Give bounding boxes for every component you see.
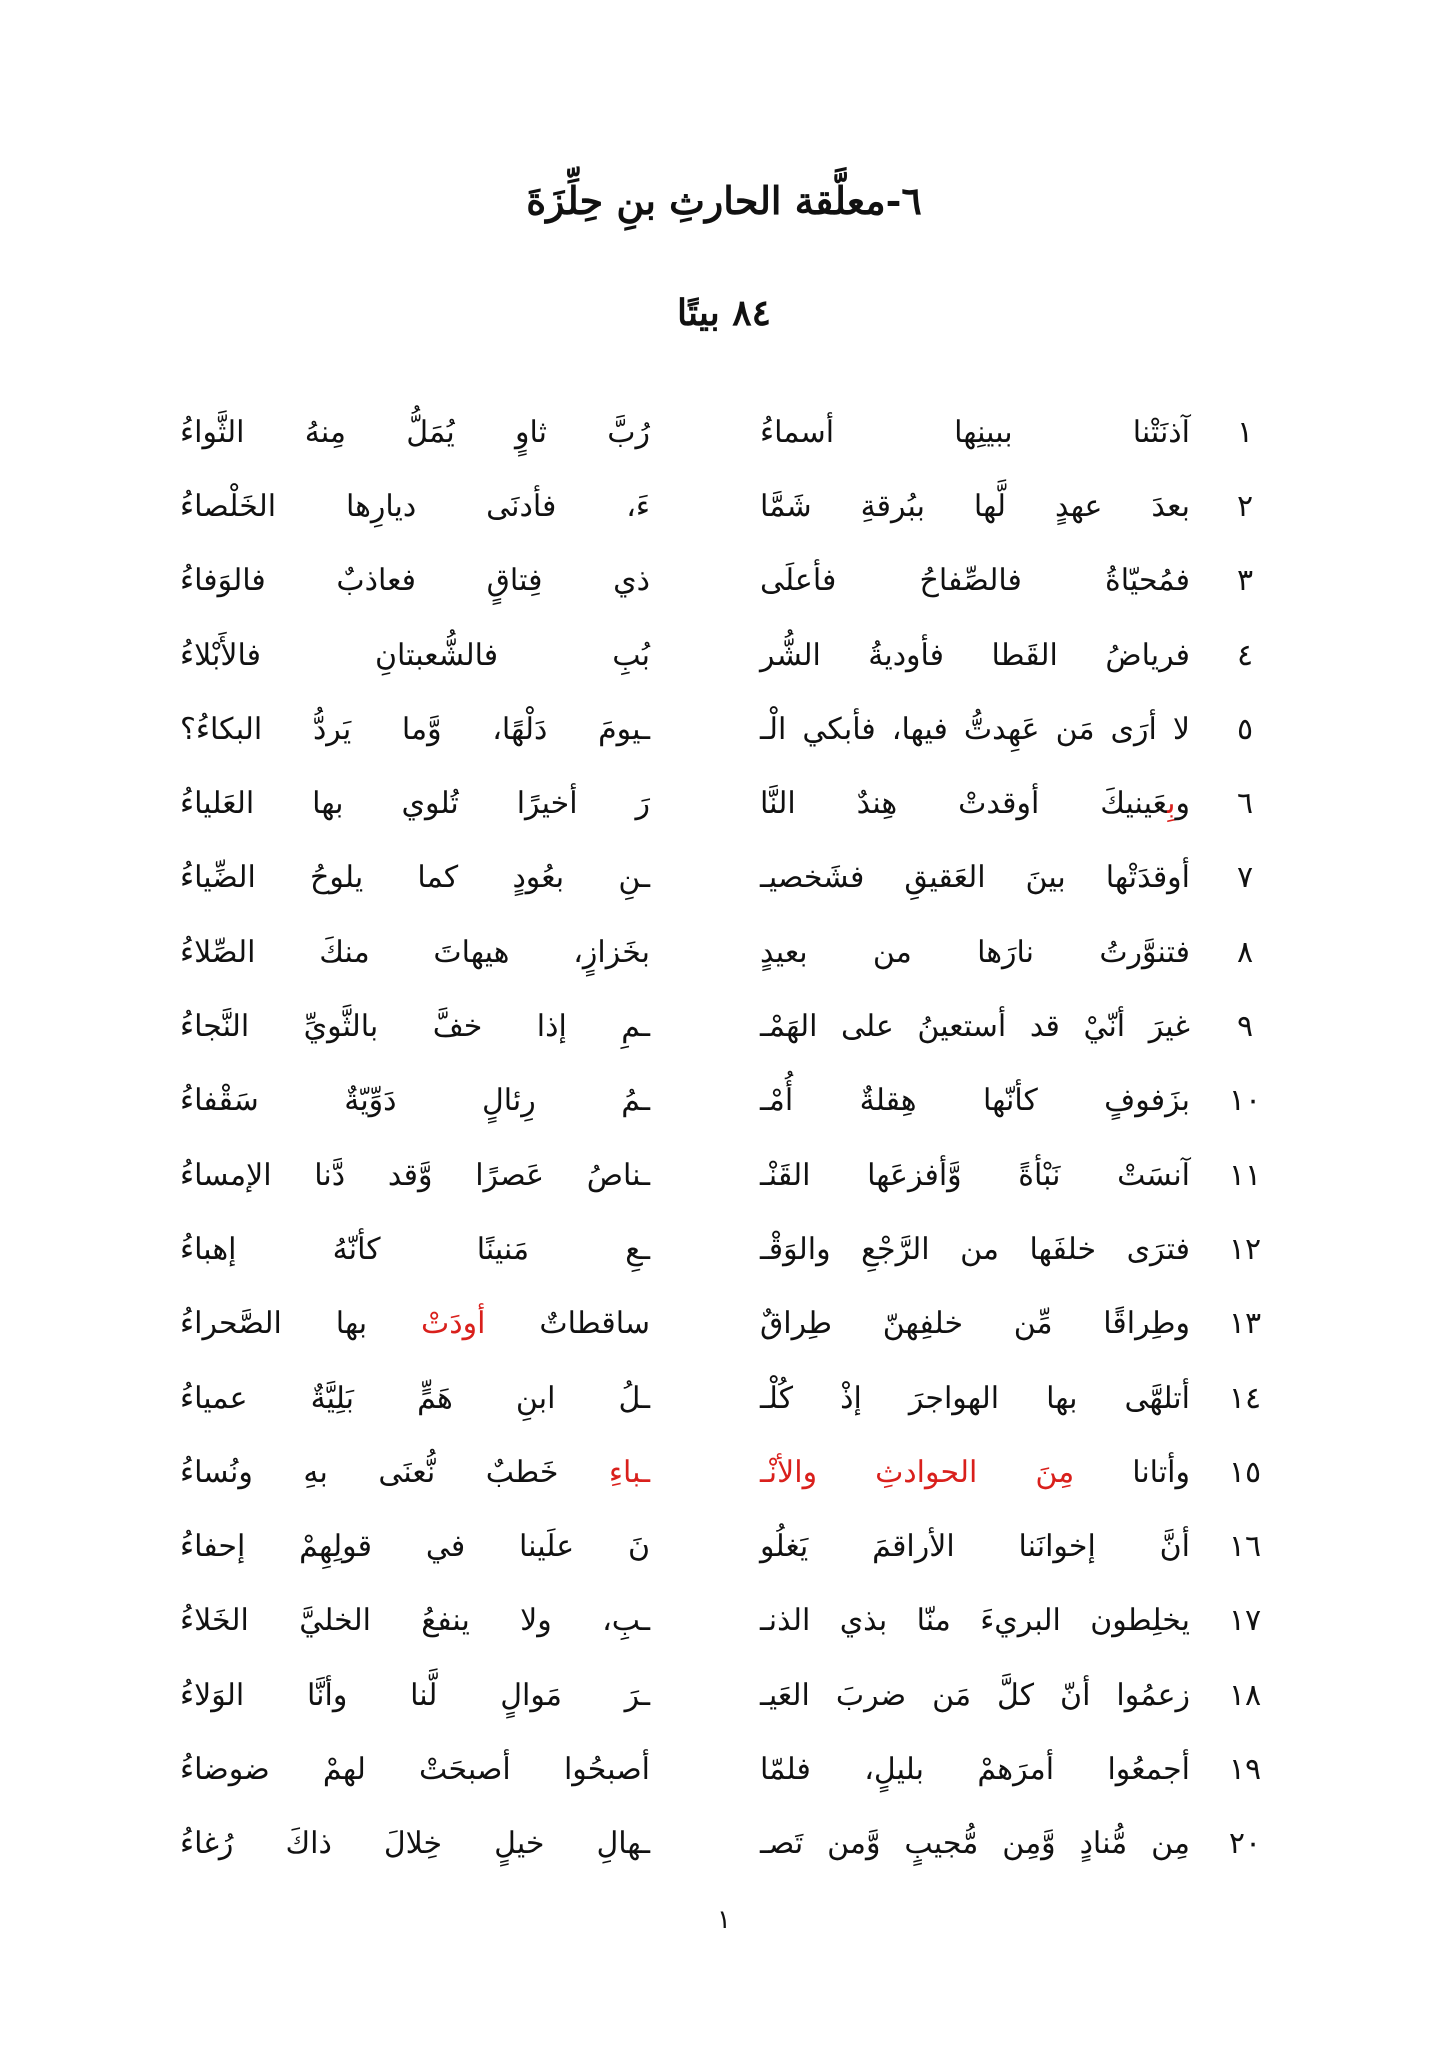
verse-word: لَّها — [973, 488, 1007, 524]
verse-word: ـنِ — [618, 860, 650, 896]
verse-word: هيهاتَ — [433, 934, 510, 970]
verse-number: ١١ — [1228, 1157, 1262, 1193]
verse-word: فأعلَى — [760, 563, 837, 599]
verse-word: بينَ — [1025, 860, 1066, 896]
verse-list — [180, 395, 1280, 1881]
verse-word: ساقطاتٌ — [539, 1306, 650, 1342]
verse-word: يخلِطون — [1090, 1603, 1190, 1639]
verse-word: فلمّا — [760, 1751, 811, 1787]
verse-word: الخَلاءُ — [180, 1603, 249, 1639]
verse-word: وَّما — [401, 711, 442, 747]
highlighted-text: مِنَ — [1035, 1454, 1075, 1490]
verse-word: بهِ — [303, 1454, 328, 1490]
verse-first-hemistich — [760, 1009, 1190, 1044]
highlighted-text: أودَتْ — [421, 1306, 486, 1342]
verse-first-hemistich — [760, 563, 1190, 598]
verse-word: ولا — [520, 1603, 552, 1639]
verse-word: الإمساءُ — [180, 1157, 272, 1193]
verse-row — [180, 469, 1280, 543]
verse-number: ٢ — [1236, 488, 1254, 524]
verse-word: أستعينُ — [917, 1009, 1007, 1045]
verse-word: عَصرًا — [475, 1157, 544, 1193]
verse-word: بها — [1046, 1380, 1078, 1416]
verse-word: ضوضاءُ — [180, 1751, 270, 1787]
verse-word: فعاذبٌ — [336, 563, 416, 599]
verse-word: لا — [1172, 711, 1190, 747]
verse-word: أخيرًا — [516, 786, 578, 822]
verse-number: ٨ — [1236, 934, 1254, 970]
verse-word: بالثَّويِّ — [303, 1009, 379, 1045]
verse-second-hemistich — [180, 1158, 650, 1193]
verse-word: قد — [1029, 1009, 1060, 1045]
verse-row — [180, 766, 1280, 840]
verse-word: مُّنادٍ — [1079, 1826, 1128, 1862]
verse-word: الخَلْصاءُ — [180, 488, 277, 524]
verse-second-hemistich — [180, 638, 650, 673]
verse-word: بخَزازٍ، — [573, 934, 650, 970]
verse-row — [180, 1064, 1280, 1138]
verse-first-hemistich — [760, 1678, 1190, 1713]
verse-word: البريءَ — [980, 1603, 1061, 1639]
verse-word: أنَّ — [1159, 1529, 1190, 1565]
verse-word: عَهِدتُّ — [963, 711, 1040, 747]
verse-word: بعُودٍ — [512, 860, 565, 896]
verse-word: ونُساءُ — [180, 1454, 253, 1490]
verse-word: لهمْ — [322, 1751, 366, 1787]
verse-word: فأدنَى — [486, 488, 557, 524]
verse-first-hemistich — [760, 1381, 1190, 1416]
verse-word: ـلُ — [618, 1380, 650, 1416]
verse-word: آذنَتْنا — [1132, 414, 1190, 450]
verse-word: فشَخصيـ — [760, 860, 865, 896]
verse-word: خِلالَ — [383, 1826, 443, 1862]
verse-first-hemistich — [760, 860, 1190, 895]
verse-word: شَمَّا — [760, 488, 812, 524]
verse-word: دَوِّيّةٌ — [344, 1083, 397, 1119]
verse-second-hemistich — [180, 1826, 650, 1861]
verse-word: البكاءُ؟ — [180, 711, 263, 747]
verse-word: نُّعنَى — [378, 1454, 436, 1490]
verse-word: أصبحُوا — [563, 1751, 650, 1787]
verse-number: ١٦ — [1228, 1529, 1262, 1565]
verse-second-hemistich — [180, 1381, 650, 1416]
verse-row — [180, 1732, 1280, 1806]
verse-word: غيرَ — [1148, 1009, 1190, 1045]
verse-word: ذي — [613, 563, 650, 599]
verse-word: وَّمن — [827, 1826, 881, 1862]
verse-word: رُبَّ — [607, 414, 650, 450]
verse-word: فالأَبْلاءُ — [180, 637, 261, 673]
highlighted-text: ـباءِ — [608, 1454, 650, 1490]
verse-word: مَن — [932, 1677, 972, 1713]
verse-word: خلفِهنّ — [882, 1306, 964, 1342]
verse-word: أُمْـ — [760, 1083, 794, 1119]
verse-word: أرَى — [1110, 711, 1157, 747]
verse-second-hemistich — [180, 712, 650, 747]
verse-word: أسماءُ — [760, 414, 835, 450]
verse-word: الشُّر — [760, 637, 821, 673]
verse-word: النَّا — [760, 786, 796, 822]
verse-word: يَردُّ — [312, 711, 352, 747]
verse-number: ١٩ — [1228, 1751, 1262, 1787]
verse-word: الهواجرَ — [908, 1380, 1000, 1416]
verse-number: ٤ — [1236, 637, 1254, 673]
verse-second-hemistich — [180, 1603, 650, 1638]
verse-first-hemistich — [760, 489, 1190, 524]
verse-word: ـناصُ — [586, 1157, 650, 1193]
verse-word: أمرَهمْ — [977, 1751, 1055, 1787]
verse-word: وَّقد — [387, 1157, 433, 1193]
verse-row — [180, 841, 1280, 915]
verse-number: ١ — [1236, 414, 1254, 450]
verse-word: خلفَها — [1029, 1231, 1097, 1267]
verse-word: سَقْفاءُ — [180, 1083, 259, 1119]
verse-word: خَطبٌ — [485, 1454, 559, 1490]
verse-word: نَبْأةً — [1018, 1157, 1061, 1193]
verse-word: زعمُوا — [1116, 1677, 1190, 1713]
verse-word: يُمَلُّ — [406, 414, 455, 450]
verse-word: الوَلاءُ — [180, 1677, 245, 1713]
verse-word: فأوديةُ — [868, 637, 945, 673]
verse-word: ـيومَ — [598, 711, 650, 747]
verse-word: خيلٍ — [494, 1826, 545, 1862]
verse-first-hemistich — [760, 638, 1190, 673]
verse-number: ١٤ — [1228, 1380, 1262, 1416]
verse-word: رَ — [635, 786, 650, 822]
verse-word: الخليَّ — [299, 1603, 371, 1639]
verse-word: النَّجاءُ — [180, 1009, 250, 1045]
verse-word: ـهالِ — [596, 1826, 650, 1862]
verse-word: فرياضُ — [1105, 637, 1190, 673]
verse-word: الضِّياءُ — [180, 860, 256, 896]
verse-word: القَطا — [991, 637, 1058, 673]
verse-word: كما — [417, 860, 459, 896]
verse-word: طِراقٌ — [760, 1306, 833, 1342]
verse-word: كُلْـ — [760, 1380, 794, 1416]
verse-word: بَلِيَّةٌ — [310, 1380, 355, 1416]
verse-row — [180, 989, 1280, 1063]
verse-second-hemistich — [180, 1752, 650, 1787]
verse-row — [180, 544, 1280, 618]
verse-word: يلوحُ — [310, 860, 364, 896]
verse-word: هَمٍّ — [417, 1380, 453, 1416]
verse-word: وأتانا — [1132, 1454, 1190, 1490]
verse-word: عهدٍ — [1054, 488, 1103, 524]
verse-word: ضربَ — [835, 1677, 907, 1713]
verse-word: كلَّ — [997, 1677, 1035, 1713]
verse-number: ١٨ — [1228, 1677, 1262, 1713]
verse-word: إذا — [536, 1009, 567, 1045]
verse-word: ببينِها — [954, 414, 1013, 450]
verse-word: الرَّجْعِ — [861, 1231, 930, 1267]
verse-word: رُغاءُ — [180, 1826, 234, 1862]
verse-word: أوقدَتْها — [1105, 860, 1190, 896]
verse-row — [180, 1361, 1280, 1435]
verse-word: ديارِها — [345, 488, 417, 524]
verse-word: مِنهُ — [304, 414, 347, 450]
verse-word: بها — [335, 1306, 368, 1342]
verse-word: وَّأفزعَها — [867, 1157, 962, 1193]
verse-first-hemistich — [760, 1826, 1190, 1861]
verse-word: إهباءُ — [180, 1231, 237, 1267]
verse-word: الأراقمَ — [872, 1529, 955, 1565]
verse-word: بعيدٍ — [760, 934, 808, 970]
verse-word: مُّجيبٍ — [904, 1826, 979, 1862]
verse-word: ـمُ — [621, 1083, 650, 1119]
verse-number: ١٢ — [1228, 1231, 1262, 1267]
verse-word: من — [960, 1231, 999, 1267]
verse-first-hemistich — [760, 1083, 1190, 1118]
page-number: ١ — [717, 1905, 731, 1935]
verse-first-hemistich — [760, 712, 1190, 747]
verse-word: والوَقْـ — [760, 1231, 831, 1267]
verse-row — [180, 1807, 1280, 1881]
verse-word: فمُحيّاةُ — [1105, 563, 1190, 599]
verse-row — [180, 1435, 1280, 1509]
verse-word: يَغلُو — [760, 1529, 809, 1565]
verse-second-hemistich — [180, 1232, 650, 1267]
verse-word: العَقيقِ — [904, 860, 986, 896]
poem-title: ٦-معلَّقة الحارثِ بنِ حِلِّزَةَ — [526, 178, 922, 223]
verse-word: أصبحَتْ — [419, 1751, 511, 1787]
verse-word: أنّ — [1060, 1677, 1091, 1713]
verse-row — [180, 692, 1280, 766]
verse-word: بعدَ — [1151, 488, 1190, 524]
verse-second-hemistich — [180, 860, 650, 895]
verse-row — [180, 1658, 1280, 1732]
verse-word: فِتاقٍ — [486, 563, 543, 599]
verse-word: منكَ — [319, 934, 370, 970]
verse-word: ببُرقةِ — [860, 488, 925, 524]
verse-word: علَينا — [519, 1529, 575, 1565]
verse-word: بذي — [839, 1603, 888, 1639]
verse-number: ١٥ — [1228, 1454, 1262, 1490]
verse-word: القَنْـ — [760, 1157, 811, 1193]
verse-word: فترَى — [1126, 1231, 1190, 1267]
verse-first-hemistich — [760, 415, 1190, 450]
verse-word: العَلياءُ — [180, 786, 255, 822]
highlighted-text: بِ — [1167, 786, 1176, 822]
verse-word: بُبِ — [612, 637, 650, 673]
verse-word: الْـ — [760, 711, 787, 747]
verse-word: ـعِ — [625, 1231, 650, 1267]
verse-word: ذاكَ — [285, 1826, 332, 1862]
verse-word: لَّنا — [410, 1677, 438, 1713]
verse-word: مِن — [1151, 1826, 1190, 1862]
verse-word: إخوانَنا — [1018, 1529, 1096, 1565]
verse-number: ٦ — [1236, 786, 1254, 822]
verse-word: قولِهِمْ — [299, 1529, 372, 1565]
highlighted-text: الحوادثِ — [875, 1454, 978, 1490]
verse-word: فالشُّعبتانِ — [375, 637, 499, 673]
verse-word: كأنّهُ — [332, 1231, 381, 1267]
verse-first-hemistich — [760, 1306, 1190, 1341]
verse-word: أتلهَّى — [1124, 1380, 1190, 1416]
verse-number: ٢٠ — [1228, 1826, 1262, 1862]
verse-word — [760, 1455, 817, 1490]
verse-word: ءَ، — [626, 488, 650, 524]
verse-word: ـمِ — [621, 1009, 650, 1045]
verse-number: ٣ — [1236, 563, 1254, 599]
verse-word — [421, 1306, 485, 1341]
verse-word: مَن — [1055, 711, 1095, 747]
verse-word: عمياءُ — [180, 1380, 248, 1416]
verse-word: خفَّ — [432, 1009, 483, 1045]
verse-word: وطِراقًا — [1103, 1306, 1190, 1342]
verse-word: بليلٍ، — [864, 1751, 924, 1787]
verse-word: على — [840, 1009, 894, 1045]
verse-second-hemistich — [180, 489, 650, 524]
verse-word: العَيـ — [760, 1677, 810, 1713]
verse-word: مِّن — [1013, 1306, 1053, 1342]
verse-count: ٨٤ بيتًا — [677, 292, 771, 334]
verse-word: فتنوَّرتُ — [1099, 934, 1190, 970]
verse-second-hemistich — [180, 1083, 650, 1118]
verse-word: من — [872, 934, 912, 970]
verse-number: ٧ — [1236, 860, 1254, 896]
verse-word: أنّيْ — [1083, 1009, 1126, 1045]
verse-second-hemistich — [180, 563, 650, 598]
verse-word: مَوالٍ — [500, 1677, 562, 1713]
verse-word: منّا — [916, 1603, 951, 1639]
verse-word: دَّنا — [314, 1157, 346, 1193]
verse-first-hemistich — [760, 1158, 1190, 1193]
verse-first-hemistich — [760, 1752, 1190, 1787]
verse-row — [180, 915, 1280, 989]
verse-word: بها — [312, 786, 344, 822]
verse-word: ينفعُ — [421, 1603, 470, 1639]
verse-word: ثاوٍ — [515, 414, 547, 450]
verse-word: فالصِّفاحُ — [919, 563, 1022, 599]
verse-word: وأنَّا — [307, 1677, 348, 1713]
verse-word: تُلوي — [401, 786, 459, 822]
verse-word: الثَّواءُ — [180, 414, 245, 450]
verse-row — [180, 1287, 1280, 1361]
verse-first-hemistich — [760, 1529, 1190, 1564]
verse-word: تَصـ — [760, 1826, 804, 1862]
verse-word: نارَها — [977, 934, 1035, 970]
verse-row — [180, 1138, 1280, 1212]
verse-row — [180, 618, 1280, 692]
verse-word: إحفاءُ — [180, 1529, 246, 1565]
verse-word: ـرَ — [624, 1677, 650, 1713]
verse-row — [180, 1509, 1280, 1583]
verse-second-hemistich — [180, 1306, 650, 1341]
verse-row — [180, 395, 1280, 469]
verse-row — [180, 1584, 1280, 1658]
verse-number: ١٣ — [1228, 1306, 1262, 1342]
verse-word — [609, 1455, 650, 1490]
verse-first-hemistich — [760, 1455, 1190, 1490]
verse-second-hemistich — [180, 1009, 650, 1044]
verse-row — [180, 1212, 1280, 1286]
verse-word: هِقلةٌ — [859, 1083, 917, 1119]
verse-second-hemistich — [180, 1455, 650, 1490]
verse-word: ـبِ، — [602, 1603, 650, 1639]
verse-number: ١٠ — [1228, 1083, 1262, 1119]
verse-first-hemistich — [760, 786, 1190, 821]
verse-word: فأبكي — [802, 711, 876, 747]
verse-word: آنسَتْ — [1117, 1157, 1190, 1193]
verse-word: الصِّلاءُ — [180, 934, 256, 970]
verse-word: فيها، — [891, 711, 948, 747]
verse-number: ٥ — [1236, 711, 1254, 747]
verse-word: الذنـ — [760, 1603, 811, 1639]
verse-word — [875, 1455, 977, 1490]
highlighted-text: والأنْـ — [760, 1454, 818, 1490]
verse-word: مَنينًا — [476, 1231, 530, 1267]
verse-number: ٩ — [1236, 1009, 1254, 1045]
verse-word: أجمعُوا — [1107, 1751, 1190, 1787]
verse-word: كأنّها — [983, 1083, 1038, 1119]
verse-second-hemistich — [180, 935, 650, 970]
verse-number: ١٧ — [1228, 1603, 1262, 1639]
verse-word: هِندٌ — [856, 786, 898, 822]
verse-word: الصَّحراءُ — [180, 1306, 282, 1342]
verse-word: وَّمِن — [1002, 1826, 1056, 1862]
verse-word: نَ — [627, 1529, 650, 1565]
verse-second-hemistich — [180, 1678, 650, 1713]
verse-word: إذْ — [840, 1380, 862, 1416]
verse-second-hemistich — [180, 415, 650, 450]
verse-word: ابنِ — [515, 1380, 556, 1416]
verse-second-hemistich — [180, 786, 650, 821]
verse-word: دَلْهًا، — [492, 711, 548, 747]
verse-word: وبِعَينيكَ — [1100, 786, 1190, 822]
verse-first-hemistich — [760, 1232, 1190, 1267]
verse-first-hemistich — [760, 1603, 1190, 1638]
verse-first-hemistich — [760, 935, 1190, 970]
verse-word: رِئالٍ — [481, 1083, 536, 1119]
verse-second-hemistich — [180, 1529, 650, 1564]
verse-word: فالوَفاءُ — [180, 563, 266, 599]
verse-word: أوقدتْ — [958, 786, 1040, 822]
verse-word: بزَفوفٍ — [1104, 1083, 1190, 1119]
verse-word: في — [425, 1529, 466, 1565]
verse-word — [1035, 1455, 1074, 1490]
verse-word: الهَمْـ — [760, 1009, 818, 1045]
